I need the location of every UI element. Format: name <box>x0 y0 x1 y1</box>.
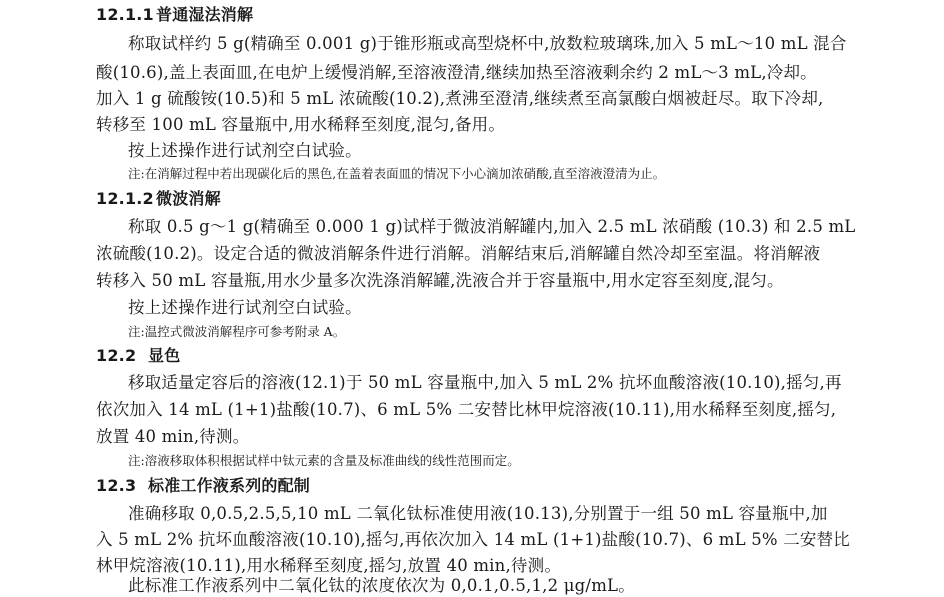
note-text: 注:温控式微波消解程序可参考附录 A。 <box>128 324 346 339</box>
paragraph-line: 加入 1 g 硫酸铵(10.5)和 5 mL 浓硫酸(10.2),煮沸至澄清,继续煮至高氯酸白烟被赶尽。取下冷却, <box>96 89 824 108</box>
note-text: 注:溶液移取体积根据试样中钛元素的含量及标准曲线的线性范围而定。 <box>128 453 520 468</box>
paragraph-line: 按上述操作进行试剂空白试验。 <box>128 298 362 317</box>
paragraph-line: 林甲烷溶液(10.11),用水稀释至刻度,摇匀,放置 40 min,待测。 <box>96 556 562 575</box>
paragraph-line: 称取 0.5 g～1 g(精确至 0.000 1 g)试样于微波消解罐内,加入 2.5 mL 浓硝酸 (10.3) 和 2.5 mL <box>128 217 856 236</box>
section-number: 12.1.1 <box>96 5 154 24</box>
paragraph-line: 依次加入 14 mL (1+1)盐酸(10.7)、6 mL 5% 二安替比林甲烷溶液(10.11),用水稀释至刻度,摇匀, <box>96 400 837 419</box>
paragraph-line: 称取试样约 5 g(精确至 0.001 g)于锥形瓶或高型烧杯中,放数粒玻璃珠,加入 5 mL～10 mL 混合 <box>128 34 847 53</box>
section-heading-12-3 <box>96 475 310 497</box>
paragraph-line: 转移至 100 mL 容量瓶中,用水稀释至刻度,混匀,备用。 <box>96 115 506 134</box>
paragraph-line: 准确移取 0,0.5,2.5,5,10 mL 二氧化钛标准使用液(10.13),分别置于一组 50 mL 容量瓶中,加 <box>128 504 828 523</box>
section-heading-12-2 <box>96 345 180 367</box>
note-text: 注:在消解过程中若出现碳化后的黑色,在盖着表面皿的情况下小心滴加浓硝酸,直至溶液澄清为止。 <box>128 166 666 181</box>
section-number: 12.2 <box>96 346 137 365</box>
paragraph-line: 酸(10.6),盖上表面皿,在电炉上缓慢消解,至溶液澄清,继续加热至溶液剩余约 2 mL～3 mL,冷却。 <box>96 63 817 82</box>
paragraph-line: 移取适量定容后的溶液(12.1)于 50 mL 容量瓶中,加入 5 mL 2% 抗坏血酸溶液(10.10),摇匀,再 <box>128 373 842 392</box>
paragraph-line: 入 5 mL 2% 抗坏血酸溶液(10.10),摇匀,再依次加入 14 mL (1+1)盐酸(10.7)、6 mL 5% 二安替比 <box>96 530 851 549</box>
section-number: 12.3 <box>96 476 137 495</box>
section-number: 12.1.2 <box>96 189 154 208</box>
paragraph-line: 此标准工作液系列中二氧化钛的浓度依次为 0,0.1,0.5,1,2 μg/mL。 <box>128 576 635 595</box>
paragraph-line: 转移入 50 mL 容量瓶,用水少量多次洗涤消解罐,洗液合并于容量瓶中,用水定容至刻度,混匀。 <box>96 271 784 290</box>
section-heading-12-1-2 <box>96 188 221 210</box>
section-title: 微波消解 <box>156 189 221 208</box>
paragraph-line: 浓硫酸(10.2)。设定合适的微波消解条件进行消解。消解结束后,消解罐自然冷却至室温。将消解液 <box>96 244 821 263</box>
section-title: 显色 <box>148 346 181 365</box>
section-heading-12-1-1 <box>96 4 253 26</box>
section-title: 标准工作液系列的配制 <box>148 476 311 495</box>
paragraph-line: 放置 40 min,待测。 <box>96 427 250 446</box>
section-title: 普通湿法消解 <box>156 5 254 24</box>
paragraph-line: 按上述操作进行试剂空白试验。 <box>128 141 362 160</box>
